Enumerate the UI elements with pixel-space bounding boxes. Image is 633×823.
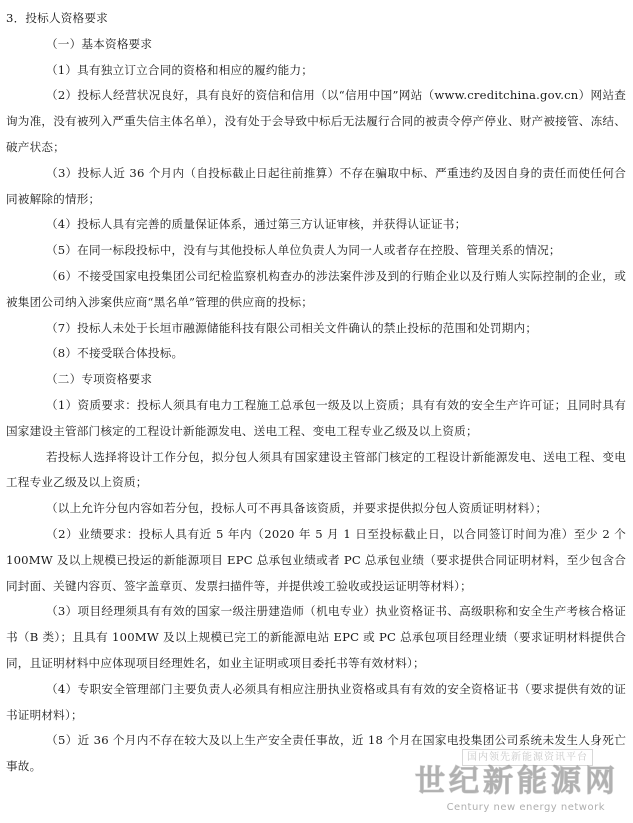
site-watermark (378, 743, 623, 821)
watermark-english: Century new energy network (446, 802, 605, 813)
basic-item-8: （8）不接受联合体投标。 (46, 346, 184, 361)
basic-item-1: （1）具有独立订立合同的资格和相应的履约能力； (46, 62, 314, 77)
basic-item-6: （6）不接受国家电投集团公司纪检监察机构查办的涉法案件涉及到的行贿企业以及行贿人实际控制的企业，或被集团公司纳入涉案供应商“黑名单”管理的供应商的投标； (6, 268, 626, 309)
special-item-3: （3）项目经理须具有有效的国家一级注册建造师（机电专业）执业资格证书、高级职称和安全生产考核合格证书（B 类）；且具有 100MW 及以上规模已完工的新能源电站 EPC 或 PC 总承包项目经理业绩（要求证明材料提供合同，且证明材料中应体现项目经理姓名，如业主证明或项目委托书等有效材料）； (6, 604, 626, 670)
section-title: 3．投标人资格要求 (6, 11, 108, 25)
basic-item-2: （2）投标人经营状况良好，具有良好的资信和信用（以“信用中国”网站（www.creditchina.gov.cn）网站查询为准，没有被列入严重失信主体名单），没有处于会导致中标后无法履行合同的被责令停产停业、财产被接管、冻结、破产状态； (6, 88, 626, 154)
watermark-logo-text: 世纪新能源网 (415, 764, 619, 799)
basic-item-5: （5）在同一标段投标中，没有与其他投标人单位负责人为同一人或者存在控股、管理关系的情况； (46, 243, 561, 258)
document-body (6, 6, 626, 780)
special-item-1: （1）资质要求：投标人须具有电力工程施工总承包一级及以上资质；具有有效的安全生产许可证；且同时具有国家建设主管部门核定的工程设计新能源发电、送电工程、变电工程专业乙级及以上资质； (6, 397, 626, 438)
special-item-4: （4）专职安全管理部门主要负责人必须具有相应注册执业资格或具有有效的安全资格证书（要求提供有效的证书证明材料）； (6, 681, 626, 722)
basic-item-4: （4）投标人具有完善的质量保证体系，通过第三方认证审核，并获得认证证书； (46, 217, 467, 232)
basic-requirements-heading: （一）基本资格要求 (46, 36, 153, 51)
special-item-1-subcontract: 若投标人选择将设计工作分包，拟分包人须具有国家建设主管部门核定的工程设计新能源发电、送电工程、变电工程专业乙级及以上资质； (6, 449, 626, 490)
basic-item-7: （7）投标人未处于长垣市融源储能科技有限公司相关文件确认的禁止投标的范围和处罚期内； (46, 320, 538, 335)
watermark-tagline: 国内领先新能源资讯平台 (462, 749, 593, 766)
basic-item-3: （3）投标人近 36 个月内（自投标截止日起往前推算）不存在骗取中标、严重违约及因自身的责任而使任何合同被解除的情形； (6, 165, 626, 206)
special-item-5: （5）近 36 个月内不存在较大及以上生产安全责任事故，近 18 个月在国家电投集团公司系统未发生人身死亡事故。 (6, 733, 626, 774)
special-item-1-note: （以上允许分包内容如若分包，投标人可不再具备该资质，并要求提供拟分包人资质证明材料）； (46, 501, 548, 516)
special-requirements-heading: （二）专项资格要求 (46, 372, 153, 387)
special-item-2: （2）业绩要求：投标人具有近 5 年内（2020 年 5 月 1 日至投标截止日，以合同签订时间为准）至少 2 个 100MW 及以上规模已投运的新能源项目 EPC 总承包业绩或者 PC 总承包业绩（要求提供合同证明材料，至少包含合同封面、关键内容页、签字盖章页、发票扫描件等，并提供竣工验收或投运证明等材料）； (6, 526, 626, 593)
